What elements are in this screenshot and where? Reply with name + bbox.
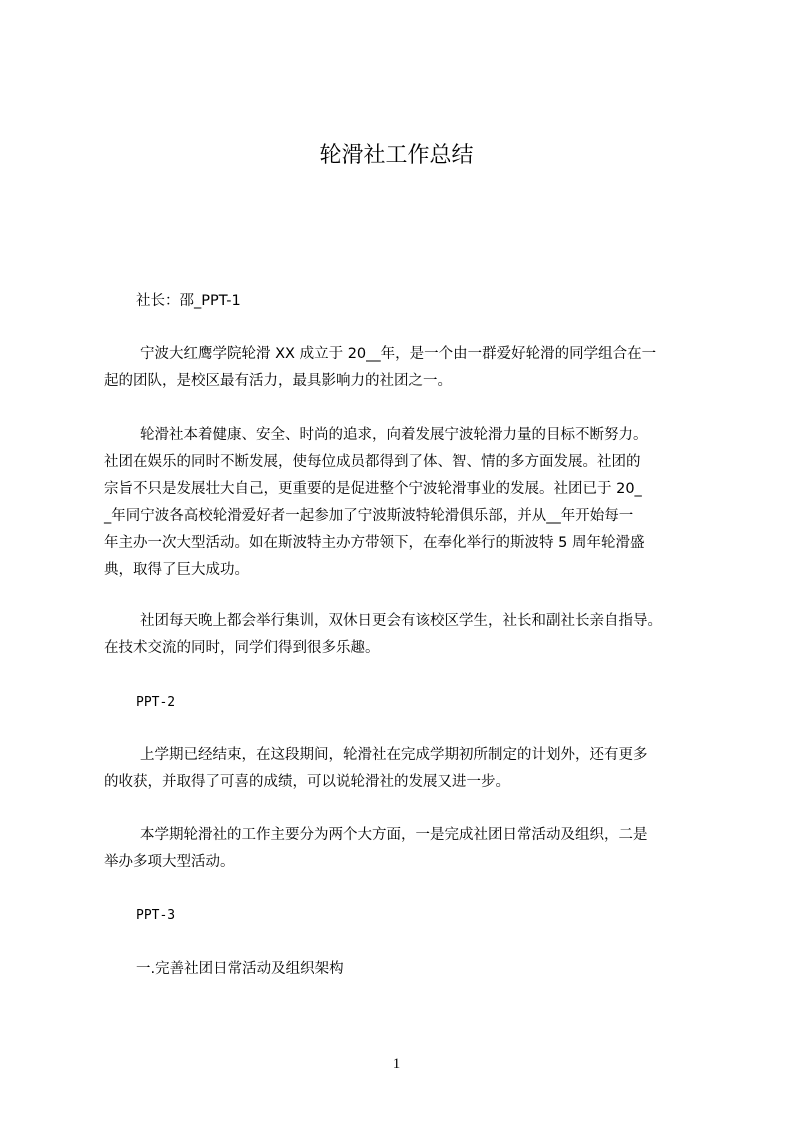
paragraph-work-overview — [104, 822, 704, 876]
paragraph-line: 社长：邵_PPT-1 — [136, 293, 241, 309]
paragraph-line: 起的团队，是校区最有活力，最具影响力的社团之一。 — [104, 373, 452, 389]
document-title: 轮滑社工作总结 — [319, 143, 474, 168]
paragraph-line: 一.完善社团日常活动及组织架构 — [136, 961, 344, 977]
paragraph-line: 的收获，并取得了可喜的成绩，可以说轮滑社的发展又进一步。 — [104, 774, 510, 790]
paragraph-line: 社团在娱乐的同时不断发展，使每位成员都得到了体、智、情的多方面发展。社团的 — [104, 454, 641, 470]
paragraph-mission — [104, 422, 704, 584]
paragraph-line: 宁波大红鹰学院轮滑 XX 成立于 20__年，是一个由一群爱好轮滑的同学组合在一 — [140, 346, 657, 362]
page-number: 1 — [392, 1056, 401, 1072]
paragraph-line: 社团每天晚上都会举行集训，双休日更会有该校区学生，社长和副社长亲自指导。 — [140, 613, 662, 629]
paragraph-training — [104, 608, 704, 662]
paragraph-line: 宗旨不只是发展壮大自己，更重要的是促进整个宁波轮滑事业的发展。社团已于 20_ — [104, 481, 642, 497]
section-marker-ppt-3 — [104, 902, 704, 929]
paragraph-line: 年主办一次大型活动。如在斯波特主办方带领下，在奉化举行的斯波特 5 周年轮滑盛 — [104, 535, 645, 551]
paragraph-line: 轮滑社本着健康、安全、时尚的追求，向着发展宁波轮滑力量的目标不断努力。 — [140, 427, 648, 443]
paragraph-line: PPT-2 — [136, 695, 176, 710]
paragraph-line: 本学期轮滑社的工作主要分为两个大方面，一是完成社团日常活动及组织，二是 — [140, 827, 648, 843]
paragraph-president — [104, 288, 704, 315]
paragraph-line: 在技术交流的同时，同学们得到很多乐趣。 — [104, 640, 380, 656]
paragraph-line: 上学期已经结束，在这段期间，轮滑社在完成学期初所制定的计划外，还有更多 — [140, 747, 648, 763]
paragraph-line: _年同宁波各高校轮滑爱好者一起参加了宁波斯波特轮滑俱乐部，并从__年开始每一 — [104, 508, 634, 524]
paragraph-intro — [104, 341, 704, 395]
section-heading-1 — [104, 956, 704, 983]
paragraph-line: 举办多项大型活动。 — [104, 854, 235, 870]
section-marker-ppt-2 — [104, 689, 704, 716]
paragraph-line: PPT-3 — [136, 908, 176, 923]
paragraph-line: 典，取得了巨大成功。 — [104, 562, 249, 578]
paragraph-semester-review — [104, 742, 704, 796]
